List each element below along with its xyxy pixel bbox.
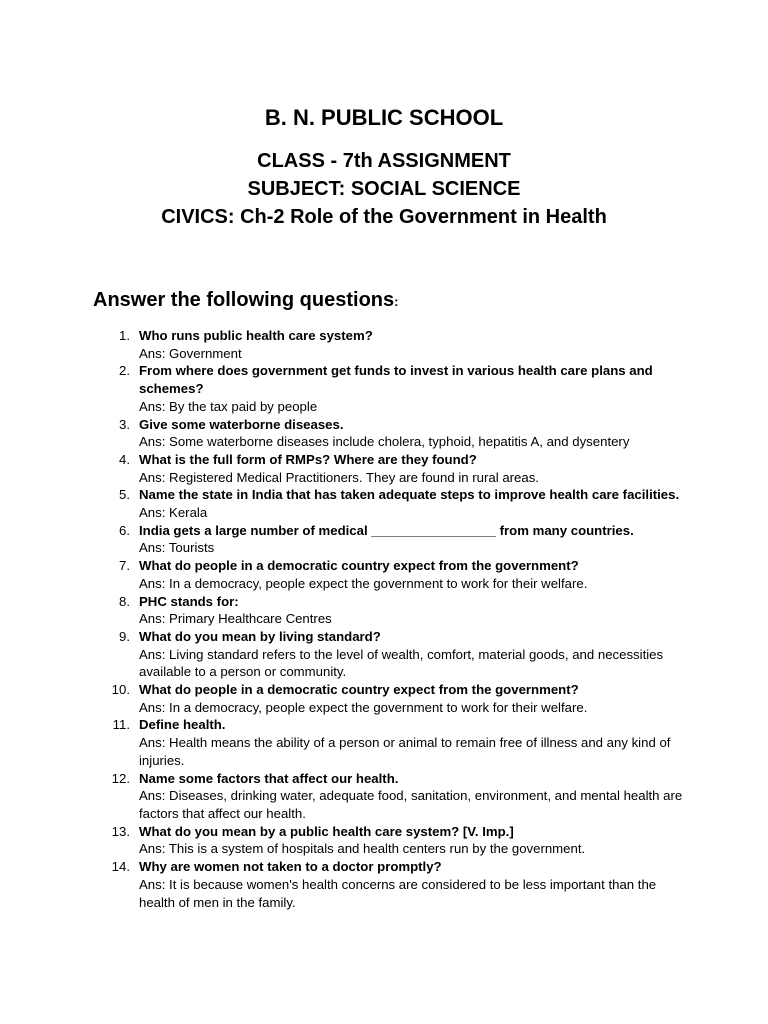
instruction-text: Answer the following questions (93, 289, 395, 311)
instruction-heading (93, 286, 398, 316)
question-item (104, 628, 684, 681)
answer-text: Ans: It is because women's health concerns are considered to be less important than the health of men in the family. (139, 876, 657, 910)
question-number: 13. (111, 823, 130, 839)
question-number: 14. (111, 859, 130, 875)
question-text: India gets a large number of medical _________________ from many countries. (139, 522, 634, 538)
school-name: B. N. PUBLIC SCHOOL (264, 105, 504, 130)
question-item (104, 770, 684, 823)
question-number: 6. (119, 522, 130, 538)
question-item (104, 522, 684, 557)
question-number: 9. (119, 628, 130, 644)
answer-text: Ans: Some waterborne diseases include cholera, typhoid, hepatitis A, and dysentery (139, 434, 630, 450)
question-text: Name some factors that affect our health. (139, 770, 399, 786)
answer-text: Ans: Living standard refers to the level of wealth, comfort, material goods, and necessities available to a person or community. (139, 646, 664, 680)
question-list (104, 327, 684, 911)
question-number: 12. (111, 770, 130, 786)
question-item (104, 557, 684, 592)
question-number: 1. (119, 328, 130, 343)
answer-text: Ans: Government (139, 345, 242, 361)
question-item (104, 823, 684, 858)
question-text: Name the state in India that has taken adequate steps to improve health care facilities. (139, 487, 680, 503)
chapter-line: CIVICS: Ch-2 Role of the Government in Health (161, 206, 607, 228)
question-number: 2. (119, 363, 130, 379)
question-text: From where does government get funds to invest in various health care plans and schemes? (139, 363, 653, 397)
question-text: Why are women not taken to a doctor promptly? (139, 859, 442, 875)
question-number: 10. (111, 682, 130, 698)
question-item (104, 593, 684, 628)
question-item (104, 858, 684, 911)
answer-text: Ans: Registered Medical Practitioners. They are found in rural areas. (139, 469, 539, 485)
instruction-colon: : (394, 294, 399, 309)
document-subheading (0, 147, 768, 231)
question-text: Define health. (139, 717, 226, 733)
question-text: PHC stands for: (139, 593, 239, 609)
question-text: What do you mean by a public health care system? [V. Imp.] (139, 823, 514, 839)
question-text: Give some waterborne diseases. (139, 416, 344, 432)
question-number: 4. (119, 451, 130, 467)
question-text: Who runs public health care system? (139, 328, 373, 343)
question-item (104, 716, 684, 769)
question-item (104, 327, 684, 362)
question-item (104, 416, 684, 451)
answer-text: Ans: Tourists (139, 540, 215, 556)
question-number: 5. (119, 487, 130, 503)
answer-text: Ans: Kerala (139, 505, 208, 521)
question-item (104, 681, 684, 716)
answer-text: Ans: Primary Healthcare Centres (139, 611, 332, 627)
answer-text: Ans: By the tax paid by people (139, 398, 318, 414)
subject-line: SUBJECT: SOCIAL SCIENCE (247, 178, 521, 200)
question-text: What do people in a democratic country expect from the government? (139, 558, 579, 574)
question-number: 8. (119, 593, 130, 609)
answer-text: Ans: In a democracy, people expect the government to work for their welfare. (139, 575, 588, 591)
answer-text: Ans: This is a system of hospitals and health centers run by the government. (139, 841, 586, 857)
answer-text: Ans: Diseases, drinking water, adequate food, sanitation, environment, and mental health are factors that affect our health. (139, 788, 683, 821)
question-item (104, 486, 684, 521)
question-item (104, 451, 684, 486)
question-number: 11. (112, 717, 130, 733)
question-number: 7. (119, 558, 130, 574)
question-text: What do people in a democratic country expect from the government? (139, 682, 579, 698)
question-text: What is the full form of RMPs? Where are they found? (139, 451, 477, 467)
class-line: CLASS - 7th ASSIGNMENT (257, 150, 511, 172)
answer-text: Ans: Health means the ability of a person or animal to remain free of illness and any kind of injuries. (139, 735, 671, 768)
question-number: 3. (119, 416, 130, 432)
question-item (104, 362, 684, 415)
question-text: What do you mean by living standard? (139, 628, 381, 644)
answer-text: Ans: In a democracy, people expect the government to work for their welfare. (139, 699, 588, 715)
